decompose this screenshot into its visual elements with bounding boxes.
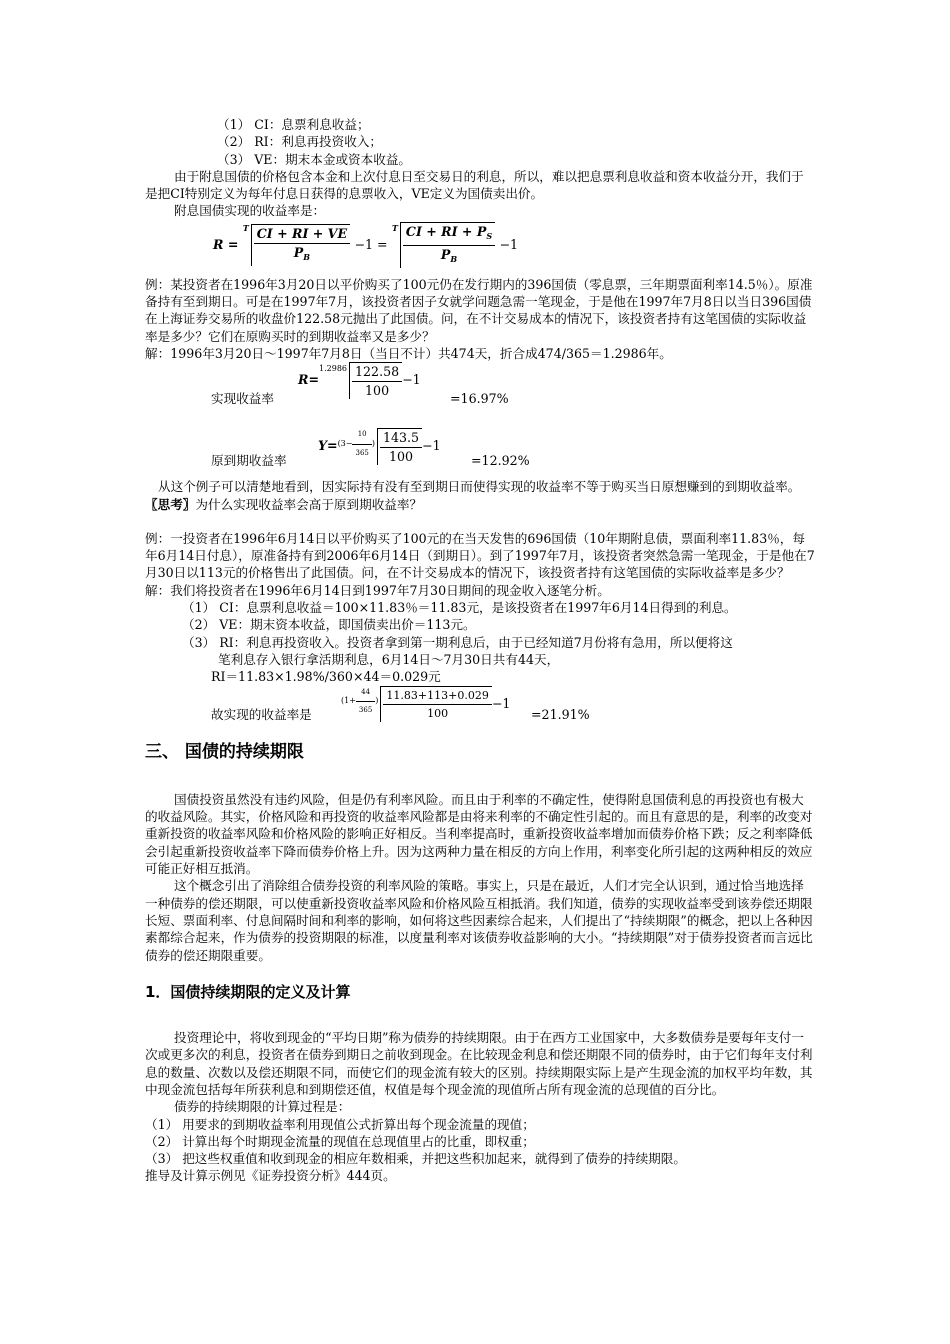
numerator-subscript: S <box>486 230 493 241</box>
solution-paragraph: 解：1996年3月20日～1997年7月8日（当日不计）共474天，折合成474/365＝1.2986年。 <box>145 345 672 361</box>
numerator: 11.83+113+0.029 <box>383 687 491 705</box>
numerator: CI + RI + VE <box>254 225 350 243</box>
think-paragraph <box>145 496 815 513</box>
calculation-line: RI＝11.83×1.98%/360×44＝0.029元 <box>211 669 441 685</box>
denominator-subscript: B <box>303 251 311 262</box>
formula-expression <box>341 686 510 723</box>
formula-label: 原到期收益率 <box>211 453 287 469</box>
formula-label: 故实现的收益率是 <box>211 706 312 722</box>
example-paragraph: 例：某投资者在1996年3月20日以平价购买了100元仍在发行期内的396国债（零息票，三年期票面利率14.5％）。原准备持有至到期日。可是在1997年7月，该投资者因子女就学问题急需一笔现金，于是他在1997年7月8日以当日396国债在上海证券交易所的收盘价122.58元抛出了此国债。问，在不计交易成本的情况下，该投资者持有这笔国债的实际收益率是多少？它们在原购买时的到期收益率又是多少？ <box>145 276 813 344</box>
root-index: T <box>242 222 249 233</box>
formula-minus: −1 <box>422 438 441 454</box>
formula-realized-yield <box>145 222 815 266</box>
list-item: （2） 计算出每个时期现金流量的现值在总现值里占的比重，即权重； <box>145 1133 535 1149</box>
root-index-a: (1+ <box>341 696 356 706</box>
denominator <box>403 246 495 268</box>
formula-minus: −1 = <box>354 236 388 252</box>
root-index-den: 365 <box>355 448 369 457</box>
formula-expression <box>318 428 441 465</box>
paragraph: 推导及计算示例见《证券投资分析》444页。 <box>145 1168 396 1184</box>
paragraph: 从这个例子可以清楚地看到，因实际持有没有至到期日而使得实现的收益率不等于购买当日原想赚到的到期收益率。 <box>158 479 801 495</box>
formula-lhs: Y <box>318 438 327 454</box>
formula-eq: = <box>227 236 239 252</box>
paragraph: 由于附息国债的价格包含本金和上次付息日至交易日的利息，所以，难以把息票利息收益和资本收益分开，我们于是把CI特别定义为每年付息日获得的息票收入，VE定义为国债卖出价。 <box>145 168 804 202</box>
radical <box>380 686 491 723</box>
numerator-text: CI + RI + P <box>405 223 487 239</box>
root-index: 1.2986 <box>319 364 348 374</box>
radical <box>349 362 402 399</box>
paragraph: 附息国债实现的收益率是： <box>174 203 326 219</box>
list-item: （3） RI：利息再投资收入。投资者拿到第一期利息后，由于已经知道7月份将有急用，所以便将这 <box>182 634 733 650</box>
subsection-heading: 1．国债持续期限的定义及计算 <box>145 982 351 1001</box>
numerator: 122.58 <box>352 363 402 381</box>
document-page <box>145 116 815 1185</box>
denominator <box>254 244 350 266</box>
root-index-b: ) <box>375 696 379 706</box>
fraction <box>380 429 422 465</box>
root-index-fraction <box>352 426 371 462</box>
paragraph: 这个概念引出了消除组合债券投资的利率风险的策略。事实上，只是在最近，人们才完全认识到，通过恰当地选择一种债券的偿还期限，可以使重新投资收益率风险和价格风险互相抵消。我们知道，债券的实现收益率受到该券偿还期限长短、票面利率、付息间隔时间和利率的影响，如何将这些因素综合起来，人们提出了“持续期限”的概念，把以上各种因素都综合起来，作为债券的投资期限的标准，以度量利率对该债券收益影响的大小。“持续期限”对于债券投资者而言远比债券的偿还期限重要。 <box>145 878 813 963</box>
paragraph: 国债投资虽然没有违约风险，但是仍有利率风险。而且由于利率的不确定性，使得附息国债利息的再投资也有极大的收益风险。其实，价格风险和再投资的收益率风险都是由将来利率的不确定性引起的。而且有意思的是，利率的改变对重新投资的收益率风险和价格风险的影响正好相反。当利率提高时，重新投资收益率增加而债券价格下跌；反之利率降低会引起重新投资收益率下降而债券价格上升。因为这两种力量在相反的方向上作用，利率变化所引起的这两种相反的效应可能正好相互抵消。 <box>145 791 813 877</box>
root-index: T <box>391 222 398 233</box>
solution-paragraph: 解：我们将投资者在1996年6月14日到1997年7月30日期间的现金收入逐笔分析。 <box>145 582 610 598</box>
formula-original-ytm <box>145 420 815 478</box>
root-index-den: 365 <box>358 705 373 714</box>
formula-result: =16.97% <box>450 391 509 407</box>
formula-expression <box>298 362 421 399</box>
formula-minus: −1 <box>499 236 519 252</box>
list-item: （2） RI：利息再投资收入； <box>217 134 383 150</box>
formula-label: 实现收益率 <box>211 391 274 407</box>
paragraph: 债券的持续期限的计算过程是： <box>174 1099 351 1115</box>
fraction <box>403 223 495 269</box>
formula-result: =21.91% <box>531 706 590 722</box>
section-heading: 三、 国债的持续期限 <box>145 741 304 762</box>
formula-minus: −1 <box>402 372 421 388</box>
root-index-num: 44 <box>356 684 375 702</box>
denominator-symbol: P <box>440 247 451 263</box>
root-index-fraction <box>356 684 375 720</box>
denominator-subscript: B <box>450 254 458 265</box>
formula-eq: = <box>327 438 338 454</box>
list-item: （1） 用要求的到期收益率利用现值公式折算出每个现金流量的现值； <box>145 1116 535 1132</box>
think-label: 〖思考〗 <box>145 496 196 512</box>
radical <box>377 428 422 465</box>
list-item-continuation: 笔利息存入银行拿活期利息，6月14日～7月30日共有44天， <box>218 651 560 667</box>
list-item: （3） 把这些权重值和收到现金的相应年数相乘，并把这些积加起来，就得到了债券的持续期限。 <box>145 1151 686 1167</box>
denominator: 100 <box>365 382 390 398</box>
numerator: 143.5 <box>380 429 422 447</box>
radical <box>400 222 495 269</box>
numerator <box>403 223 495 246</box>
root-index <box>341 687 379 714</box>
denominator: 100 <box>427 706 449 720</box>
root-index-a: (3− <box>337 439 353 449</box>
denominator: 100 <box>388 448 414 464</box>
formula-realized-yield-2 <box>145 686 815 730</box>
list-item: （1） CI：息票利息收益； <box>217 117 370 132</box>
formula-lhs: R <box>298 372 309 388</box>
root-index-num: 10 <box>352 426 371 444</box>
fraction <box>254 225 350 266</box>
think-text: 为什么实现收益率会高于原到期收益率？ <box>195 496 423 512</box>
list-item: （1） CI：息票利息收益＝100×11.83％＝11.83元，是该投资者在1997年6月14日得到的利息。 <box>182 600 737 616</box>
radical <box>251 224 350 266</box>
formula-lhs: R <box>213 236 224 252</box>
root-index-b: ) <box>371 439 375 449</box>
example-paragraph: 例：一投资者在1996年6月14日以平价购买了100元的在当天发售的696国债（10年期附息债，票面利率11.83％，每年6月14日付息），原准备持有到2006年6月14日（到期日）。到了1997年7月，该投资者突然急需一笔现金，于是他在7月30日以113元的价格售出了此国债。问，在不计交易成本的情况下，该投资者持有这笔国债的实际收益率是多少？ <box>145 530 815 581</box>
formula-minus: −1 <box>491 695 511 711</box>
list-item: （3） VE：期末本金或资本收益。 <box>217 151 412 167</box>
formula-eq: = <box>308 372 320 388</box>
formula-result: =12.92% <box>471 453 530 469</box>
paragraph: 投资理论中，将收到现金的“平均日期”称为债券的持续期限。由于在西方工业国家中，大多数债券是要每年支付一次或更多次的利息，投资者在债券到期日之前收到现金。在比较现金利息和偿还期限不同的债券时，由于它们每年支付利息的数量、次数以及偿还期限不同，而使它们的现金流有较大的区别。持续期限实际上是产生现金流的加权平均年数，其中现金流包括每年所获利息和到期偿还值，权值是每个现金流的现值所占所有现金流的总现值的百分比。 <box>145 1030 813 1097</box>
fraction <box>352 363 402 399</box>
denominator-symbol: P <box>293 244 304 260</box>
fraction <box>383 687 491 723</box>
root-index <box>337 430 375 457</box>
formula-realized-rate <box>145 362 815 420</box>
list-item: （2） VE：期末资本收益，即国债卖出价＝113元。 <box>182 617 476 633</box>
